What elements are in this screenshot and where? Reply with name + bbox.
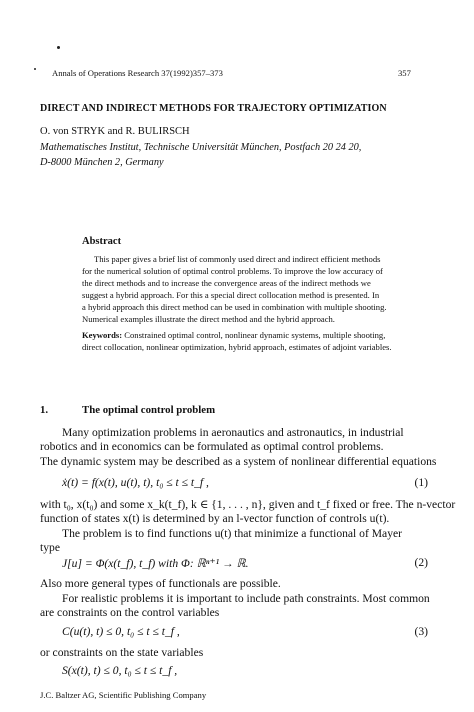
body-line: with t₀, x(t₀) and some x_k(t_f), k ∈ {1, . . . , n}, given and t_f fixed or free. The n-vector — [40, 498, 456, 511]
equation-2: J[u] = Φ(x(t_f), t_f) with Φ: ℝⁿ⁺¹ → ℝ. — [62, 557, 249, 570]
equation-1-number: (1) — [414, 476, 428, 489]
abstract-line: suggest a hybrid approach. For this a special direct collocation method is presented. In — [82, 290, 380, 300]
equation-3: C(u(t), t) ≤ 0, t₀ ≤ t ≤ t_f , — [62, 625, 180, 638]
affiliation-line-1: Mathematisches Institut, Technische Universität München, Postfach 20 24 20, — [40, 142, 362, 153]
section-title: The optimal control problem — [82, 404, 216, 416]
body-line: Also more general types of functionals are possible. — [40, 577, 281, 590]
scan-speck — [34, 68, 36, 70]
body-line: function of states x(t) is determined by an l-vector function of controls u(t). — [40, 512, 390, 525]
keywords-line-1 — [82, 330, 385, 340]
section-number: 1. — [40, 404, 49, 416]
abstract-heading: Abstract — [82, 236, 122, 247]
scan-speck — [57, 46, 60, 49]
page-number: 357 — [398, 68, 411, 78]
body-line: type — [40, 541, 60, 554]
equation-2-number: (2) — [414, 556, 428, 569]
keywords-text: Constrained optimal control, nonlinear dynamic systems, multiple shooting, — [122, 330, 386, 340]
affiliation-line-2: D-8000 München 2, Germany — [40, 157, 164, 168]
body-line: robotics and in economics can be formulated as optimal control problems. — [40, 440, 384, 453]
body-line: The problem is to find functions u(t) that minimize a functional of Mayer — [62, 527, 402, 540]
equation-3-number: (3) — [414, 625, 428, 638]
keywords-label: Keywords: — [82, 330, 123, 340]
abstract-line: Numerical examples illustrate the direct method and the hybrid approach. — [82, 314, 335, 324]
paper-title: DIRECT AND INDIRECT METHODS FOR TRAJECTORY OPTIMIZATION — [40, 103, 387, 114]
body-line: For realistic problems it is important to include path constraints. Most common — [62, 592, 430, 605]
journal-reference: Annals of Operations Research 37(1992)357–373 — [52, 68, 223, 78]
body-line: or constraints on the state variables — [40, 646, 204, 659]
abstract-line: the direct methods and to increase the convergence areas of the indirect methods we — [82, 278, 371, 288]
publisher-footer: J.C. Baltzer AG, Scientific Publishing Company — [40, 690, 207, 700]
abstract-line: a hybrid approach this direct method can be used in combination with multiple shooting. — [82, 302, 387, 312]
equation-1: ẋ(t) = f(x(t), u(t), t), t₀ ≤ t ≤ t_f , — [62, 476, 209, 489]
authors: O. von STRYK and R. BULIRSCH — [40, 126, 190, 137]
body-line: are constraints on the control variables — [40, 606, 220, 619]
abstract-line: This paper gives a brief list of commonly used direct and indirect efficient methods — [94, 254, 381, 264]
body-line: The dynamic system may be described as a system of nonlinear differential equations — [40, 455, 437, 468]
keywords-line-2: direct collocation, nonlinear optimization, hybrid approach, estimates of adjoint variables. — [82, 342, 392, 352]
equation-4: S(x(t), t) ≤ 0, t₀ ≤ t ≤ t_f , — [62, 664, 178, 677]
abstract-line: for the numerical solution of optimal control problems. To improve the low accuracy of — [82, 266, 383, 276]
body-line: Many optimization problems in aeronautics and astronautics, in industrial — [62, 426, 404, 439]
